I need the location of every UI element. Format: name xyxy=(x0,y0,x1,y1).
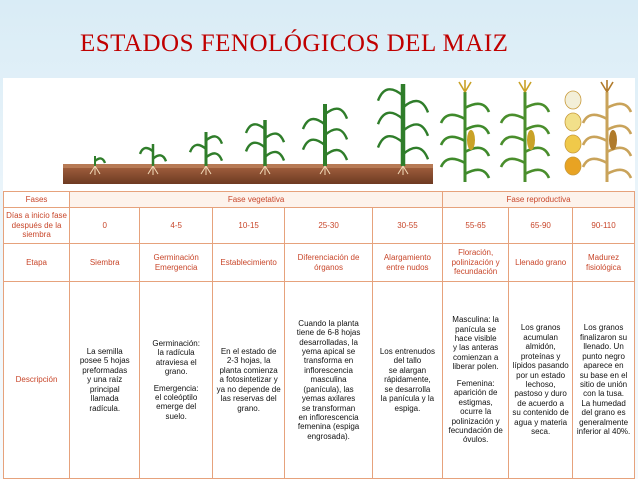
dias-7: 90-110 xyxy=(573,208,635,244)
description-line: su contenido de xyxy=(512,408,569,418)
etapa-1: Germinación Emergencia xyxy=(140,244,212,282)
corn-growth-illustration xyxy=(3,78,635,191)
descripcion-7 xyxy=(573,282,635,479)
etapa-5: Floración, polinización y fecundación xyxy=(443,244,509,282)
description-line: su base en el xyxy=(579,370,628,380)
description-line: atraviesa el xyxy=(155,357,197,367)
description-line xyxy=(142,377,209,384)
description-line: emerge del xyxy=(156,402,197,412)
description-line: óvulos. xyxy=(462,435,489,445)
phenology-figure xyxy=(3,78,635,479)
description-line: engrosada). xyxy=(307,431,350,441)
description-line: sitio de unión xyxy=(579,380,628,389)
dias-6: 65-90 xyxy=(509,208,573,244)
description-line: transforma en xyxy=(303,356,354,366)
description-line: generalmente xyxy=(579,417,629,427)
description-line: polinización y xyxy=(451,416,500,426)
description-line: llenado. Un xyxy=(583,342,624,352)
corn-ear-icon xyxy=(527,130,535,150)
phase-vegetative: Fase vegetativa xyxy=(70,192,443,208)
description-line: aparición de xyxy=(453,388,498,398)
descripcion-2 xyxy=(212,282,284,479)
descripcion-5 xyxy=(443,282,509,479)
slide-title: ESTADOS FENOLÓGICOS DEL MAIZ xyxy=(80,30,509,57)
description-line: punto negro xyxy=(582,351,625,361)
description-line: de acuerdo a xyxy=(517,398,564,408)
description-line: se desarrolla xyxy=(384,384,431,394)
description-line: La semilla xyxy=(86,346,123,356)
description-line: grano. xyxy=(237,403,260,413)
description-line: yemas axilares xyxy=(301,394,356,404)
etapa-3: Diferenciación de órganos xyxy=(285,244,372,282)
dias-3: 25-30 xyxy=(285,208,372,244)
description-line: inferior al 40%. xyxy=(576,427,631,437)
description-line: ocurre la xyxy=(460,407,492,417)
description-line: del tallo xyxy=(393,356,422,366)
description-line: desarrolladas, la xyxy=(299,337,358,347)
description-line: panícula se xyxy=(455,324,497,334)
corn-ear-icon xyxy=(467,130,475,150)
description-line: fecundación de xyxy=(448,425,503,435)
description-line: liberar polen. xyxy=(452,362,499,372)
description-line: y las anteras xyxy=(452,343,499,353)
description-line: masculina xyxy=(310,375,347,385)
description-line: las reservas del xyxy=(220,394,277,404)
description-line: el coleóptilo xyxy=(155,392,198,402)
description-line: por un estado xyxy=(516,370,566,380)
descripcion-6 xyxy=(509,282,573,479)
corn-kernel-icon xyxy=(565,135,581,153)
description-line: Los granos xyxy=(583,323,624,333)
row-label-fases: Fases xyxy=(4,192,70,208)
description-line: inflorescencia xyxy=(304,365,354,375)
description-line: Cuando la planta xyxy=(298,318,359,328)
descripcion-1 xyxy=(140,282,212,479)
dias-5: 55-65 xyxy=(443,208,509,244)
description-line: con la tusa. xyxy=(583,389,625,399)
phase-reproductive: Fase reproductiva xyxy=(443,192,635,208)
soil-band xyxy=(63,166,433,184)
description-line: suelo. xyxy=(165,411,187,421)
description-line: la radícula xyxy=(157,348,195,358)
description-line: yema apical se xyxy=(301,346,356,356)
etapa-6: Llenado grano xyxy=(509,244,573,282)
description-line: La humedad xyxy=(581,398,626,408)
description-line: se alargan xyxy=(388,365,427,375)
description-line: lípidos pasando xyxy=(512,361,569,371)
description-line: estigmas, xyxy=(458,397,493,407)
description-line: acumulan xyxy=(523,332,558,342)
descripcion-4 xyxy=(372,282,442,479)
row-label-dias: Días a inicio fase después de la siembra xyxy=(4,208,70,244)
description-line: Femenina: xyxy=(456,378,495,388)
corn-ear-icon xyxy=(609,130,617,150)
description-line: en inflorescencia xyxy=(298,413,359,423)
description-line: del grano es xyxy=(581,408,626,418)
description-line: ya no depende de xyxy=(216,384,281,394)
corn-kernel-icon xyxy=(565,91,581,109)
description-line: pastoso y duro xyxy=(514,389,567,399)
description-line: llamada xyxy=(90,394,119,404)
description-line: Masculina: la xyxy=(452,315,499,325)
description-line: femenina (espiga xyxy=(297,422,360,432)
description-line: lechoso, xyxy=(525,380,556,389)
description-line: principal xyxy=(89,384,120,394)
etapa-4: Alargamiento entre nudos xyxy=(372,244,442,282)
descripcion-3 xyxy=(285,282,372,479)
description-line: aparece en xyxy=(583,361,624,371)
dias-4: 30-55 xyxy=(372,208,442,244)
phenology-table xyxy=(3,191,635,479)
description-line: Emergencia: xyxy=(153,383,199,393)
etapa-2: Establecimiento xyxy=(212,244,284,282)
description-line: tiene de 6-8 hojas xyxy=(296,328,361,338)
description-line: y una raíz xyxy=(87,375,123,385)
description-line: se transforman xyxy=(301,403,356,413)
descripcion-0 xyxy=(70,282,140,479)
description-line: comienzan a xyxy=(452,352,499,362)
etapa-0: Siembra xyxy=(70,244,140,282)
description-line: Los granos xyxy=(520,323,561,333)
description-line: proteínas y xyxy=(520,351,561,361)
dias-0: 0 xyxy=(70,208,140,244)
dias-2: 10-15 xyxy=(212,208,284,244)
description-line: almidón, xyxy=(525,342,556,352)
description-line: preformadas xyxy=(82,365,128,375)
dias-1: 4-5 xyxy=(140,208,212,244)
description-line: 2-3 hojas, la xyxy=(226,356,271,366)
description-line: (panícula), las xyxy=(303,384,354,394)
description-line: agua y materia xyxy=(514,417,568,427)
description-line: a fotosintetizar y xyxy=(219,375,278,385)
description-line: Germinación: xyxy=(152,338,200,348)
description-line: la panícula y la xyxy=(380,394,435,404)
description-line: planta comienza xyxy=(219,365,278,375)
description-line: En el estado de xyxy=(220,346,277,356)
description-line: grano. xyxy=(164,367,188,377)
description-line: hace visible xyxy=(454,334,497,344)
corn-plants-icon xyxy=(3,78,635,191)
description-line: seca. xyxy=(531,427,551,437)
description-line: radícula. xyxy=(89,403,121,413)
row-label-descripcion: Descripción xyxy=(4,282,70,479)
etapa-7: Madurez fisiológica xyxy=(573,244,635,282)
description-line: Los entrenudos xyxy=(379,346,435,356)
description-line: finalizaron su xyxy=(579,332,628,342)
description-line: rápidamente, xyxy=(384,375,431,385)
row-label-etapa: Etapa xyxy=(4,244,70,282)
description-line: posee 5 hojas xyxy=(79,356,130,366)
description-line: espiga. xyxy=(394,403,421,413)
description-line xyxy=(445,372,506,379)
corn-kernel-icon xyxy=(565,157,581,175)
corn-kernel-icon xyxy=(565,113,581,131)
